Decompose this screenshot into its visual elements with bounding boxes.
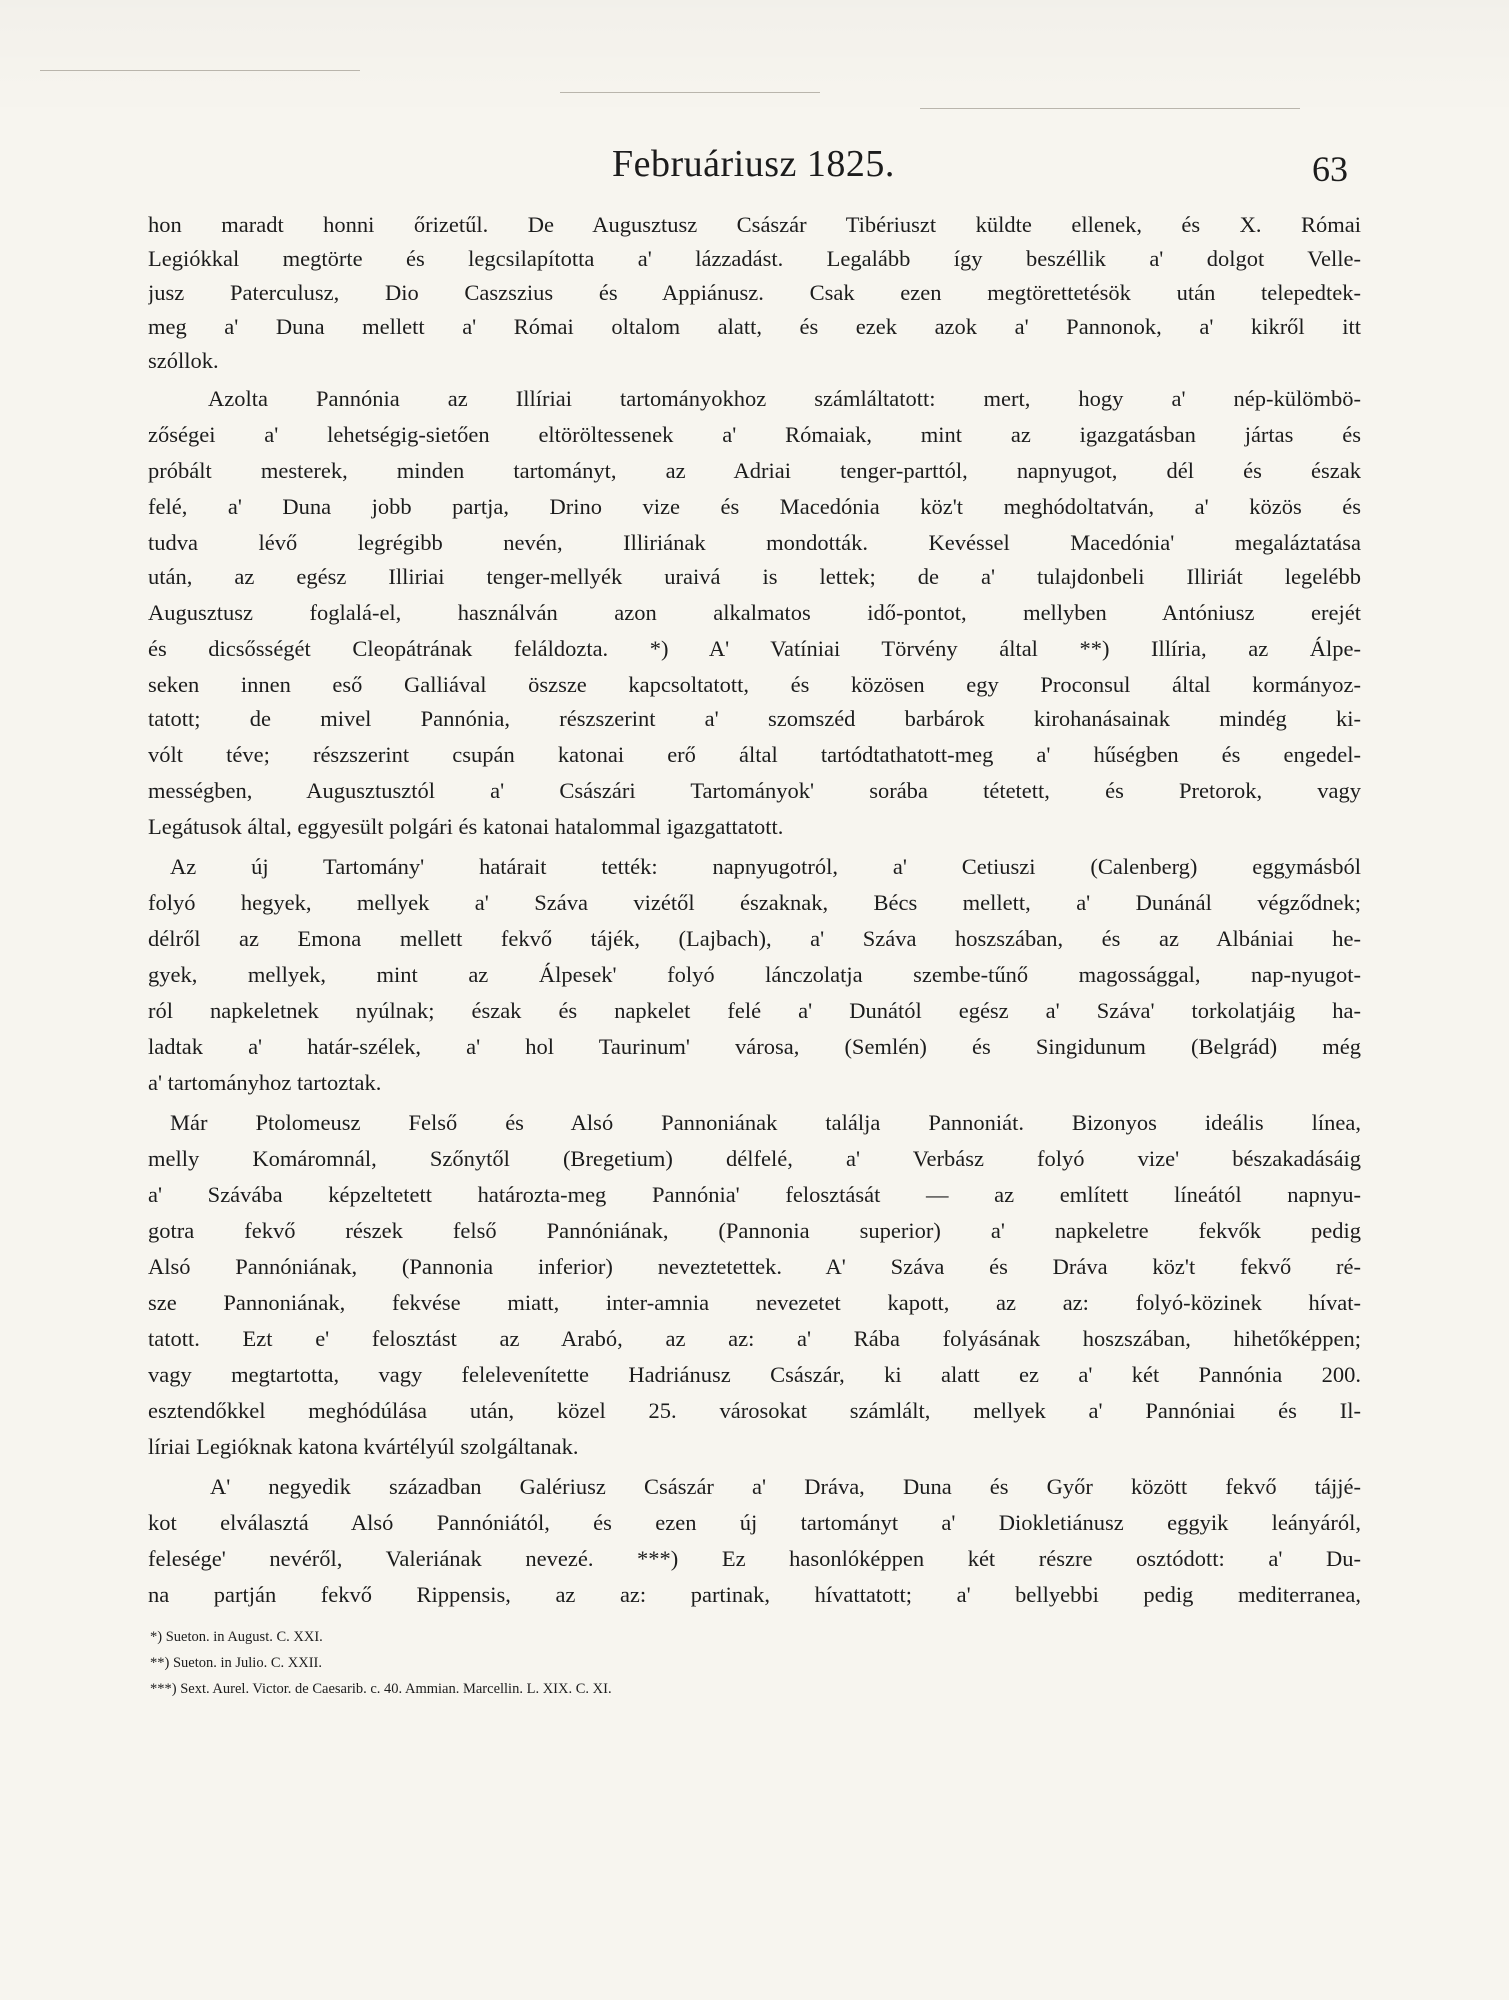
text-line: tatott; de mivel Pannónia, részszerint a' szomszéd barbárok kirohanásainak mindég ki- <box>148 706 1361 731</box>
scan-mark <box>40 70 360 71</box>
text-line: gotra fekvő részek felső Pannóniának, (Pannonia superior) a' napkeletre fekvők pedig <box>148 1218 1361 1243</box>
text-line: vólt téve; részszerint csupán katonai erő által tartódtathatott-meg a' hűségben és engedel- <box>148 742 1361 767</box>
footnote: ***) Sext. Aurel. Victor. de Caesarib. c. 40. Ammian. Marcellin. L. XIX. C. XI. <box>150 1681 612 1697</box>
text-line: és dicsősségét Cleopátrának feláldozta. *) A' Vatíniai Törvény által **) Illíria, az Álpe- <box>148 636 1361 661</box>
text-line: a' Szávába képzeltetett határozta-meg Pannónia' felosztását — az említett líneától napnyu- <box>148 1182 1361 1207</box>
text-line: vagy megtartotta, vagy felelevenítette Hadriánusz Császár, ki alatt ez a' két Pannónia 200. <box>148 1362 1361 1387</box>
text-line: seken innen eső Galliával öszsze kapcsoltatott, és közösen egy Proconsul által kormányoz- <box>148 672 1361 697</box>
text-line: líriai Legióknak katona kvártélyúl szolgáltanak. <box>148 1434 579 1459</box>
text-line: után, az egész Illiriai tenger-mellyék uraivá is lettek; de a' tulajdonbeli Illiriát legelébb <box>148 564 1361 589</box>
scan-mark <box>560 92 820 93</box>
page-header-title: Februáriusz 1825. <box>612 143 895 185</box>
text-line: mességben, Augusztusztól a' Császári Tartományok' sorába tétetett, és Pretorok, vagy <box>148 778 1361 803</box>
text-line: na partján fekvő Rippensis, az az: partinak, hívattatott; a' bellyebbi pedig mediterranea, <box>148 1582 1361 1607</box>
text-line: sze Pannoniának, fekvése miatt, inter-amnia nevezetet kapott, az az: folyó-közinek hívat- <box>148 1290 1361 1315</box>
footnote: *) Sueton. in August. C. XXI. <box>150 1629 323 1645</box>
text-line: melly Komáromnál, Szőnytől (Bregetium) délfelé, a' Verbász folyó vize' bészakadásáig <box>148 1146 1361 1171</box>
text-line: Augusztusz foglalá-el, használván azon alkalmatos idő-pontot, mellyben Antóniusz erejét <box>148 600 1361 625</box>
scan-shadow <box>0 0 1509 120</box>
text-line: folyó hegyek, mellyek a' Száva vizétől északnak, Bécs mellett, a' Dunánál végződnek; <box>148 890 1361 915</box>
text-line: gyek, mellyek, mint az Álpesek' folyó lánczolatja szembe-tűnő magossággal, nap-nyugot- <box>148 962 1361 987</box>
text-line: ról napkeletnek nyúlnak; észak és napkelet felé a' Dunától egész a' Száva' torkolatjáig ha- <box>148 998 1361 1023</box>
text-line: hon maradt honni őrizetűl. De Augusztusz Császár Tibériuszt küldte ellenek, és X. Római <box>148 212 1361 237</box>
text-line: tudva lévő legrégibb nevén, Illiriának mondották. Kevéssel Macedónia' megaláztatása <box>148 530 1361 555</box>
text-line: ladtak a' határ-szélek, a' hol Taurinum' városa, (Semlén) és Singidunum (Belgrád) még <box>148 1034 1361 1059</box>
text-line: esztendőkkel meghódúlása után, közel 25. városokat számlált, mellyek a' Pannóniai és Il- <box>148 1398 1361 1423</box>
text-line: zőségei a' lehetségig-sietően eltöröltessenek a' Rómaiak, mint az igazgatásban jártas és <box>148 422 1361 447</box>
text-line: jusz Paterculusz, Dio Caszszius és Appiánusz. Csak ezen megtörettetésök után telepedtek- <box>148 280 1361 305</box>
text-line: Már Ptolomeusz Felső és Alsó Pannoniának találja Pannoniát. Bizonyos ideális línea, <box>170 1110 1361 1135</box>
text-line: meg a' Duna mellett a' Római oltalom alatt, és ezek azok a' Pannonok, a' kikről itt <box>148 314 1361 339</box>
text-line: próbált mesterek, minden tartományt, az Adriai tenger-parttól, napnyugot, dél és észak <box>148 458 1361 483</box>
text-line: Legiókkal megtörte és legcsilapította a' lázzadást. Legalább így beszéllik a' dolgot Velle- <box>148 246 1361 271</box>
text-line: Azolta Pannónia az Illíriai tartományokhoz számláltatott: mert, hogy a' nép-külömbö- <box>208 386 1361 411</box>
text-line: a' tartományhoz tartoztak. <box>148 1070 382 1095</box>
scan-mark <box>920 108 1300 109</box>
footnote: **) Sueton. in Julio. C. XXII. <box>150 1655 322 1671</box>
text-line: szóllok. <box>148 348 219 373</box>
text-line: Alsó Pannóniának, (Pannonia inferior) neveztetettek. A' Száva és Dráva köz't fekvő ré- <box>148 1254 1361 1279</box>
page-number: 63 <box>1312 149 1348 189</box>
text-line: kot elválasztá Alsó Pannóniától, és ezen új tartományt a' Diokletiánusz eggyik leányáról, <box>148 1510 1361 1535</box>
text-line: tatott. Ezt e' felosztást az Arabó, az az: a' Rába folyásának hoszszában, hihetőképpen; <box>148 1326 1361 1351</box>
text-line: Legátusok által, eggyesült polgári és katonai hatalommal igazgattatott. <box>148 814 784 839</box>
text-line: felesége' nevéről, Valeriának nevezé. ***) Ez hasonlóképpen két részre osztódott: a' Du- <box>148 1546 1361 1571</box>
text-line: A' negyedik században Galériusz Császár a' Dráva, Duna és Győr között fekvő tájjé- <box>210 1474 1361 1499</box>
text-line: délről az Emona mellett fekvő tájék, (Lajbach), a' Száva hoszszában, és az Albániai he- <box>148 926 1361 951</box>
text-line: felé, a' Duna jobb partja, Drino vize és Macedónia köz't meghódoltatván, a' közös és <box>148 494 1361 519</box>
text-line: Az új Tartomány' határait tették: napnyugotról, a' Cetiuszi (Calenberg) eggymásból <box>170 854 1361 879</box>
